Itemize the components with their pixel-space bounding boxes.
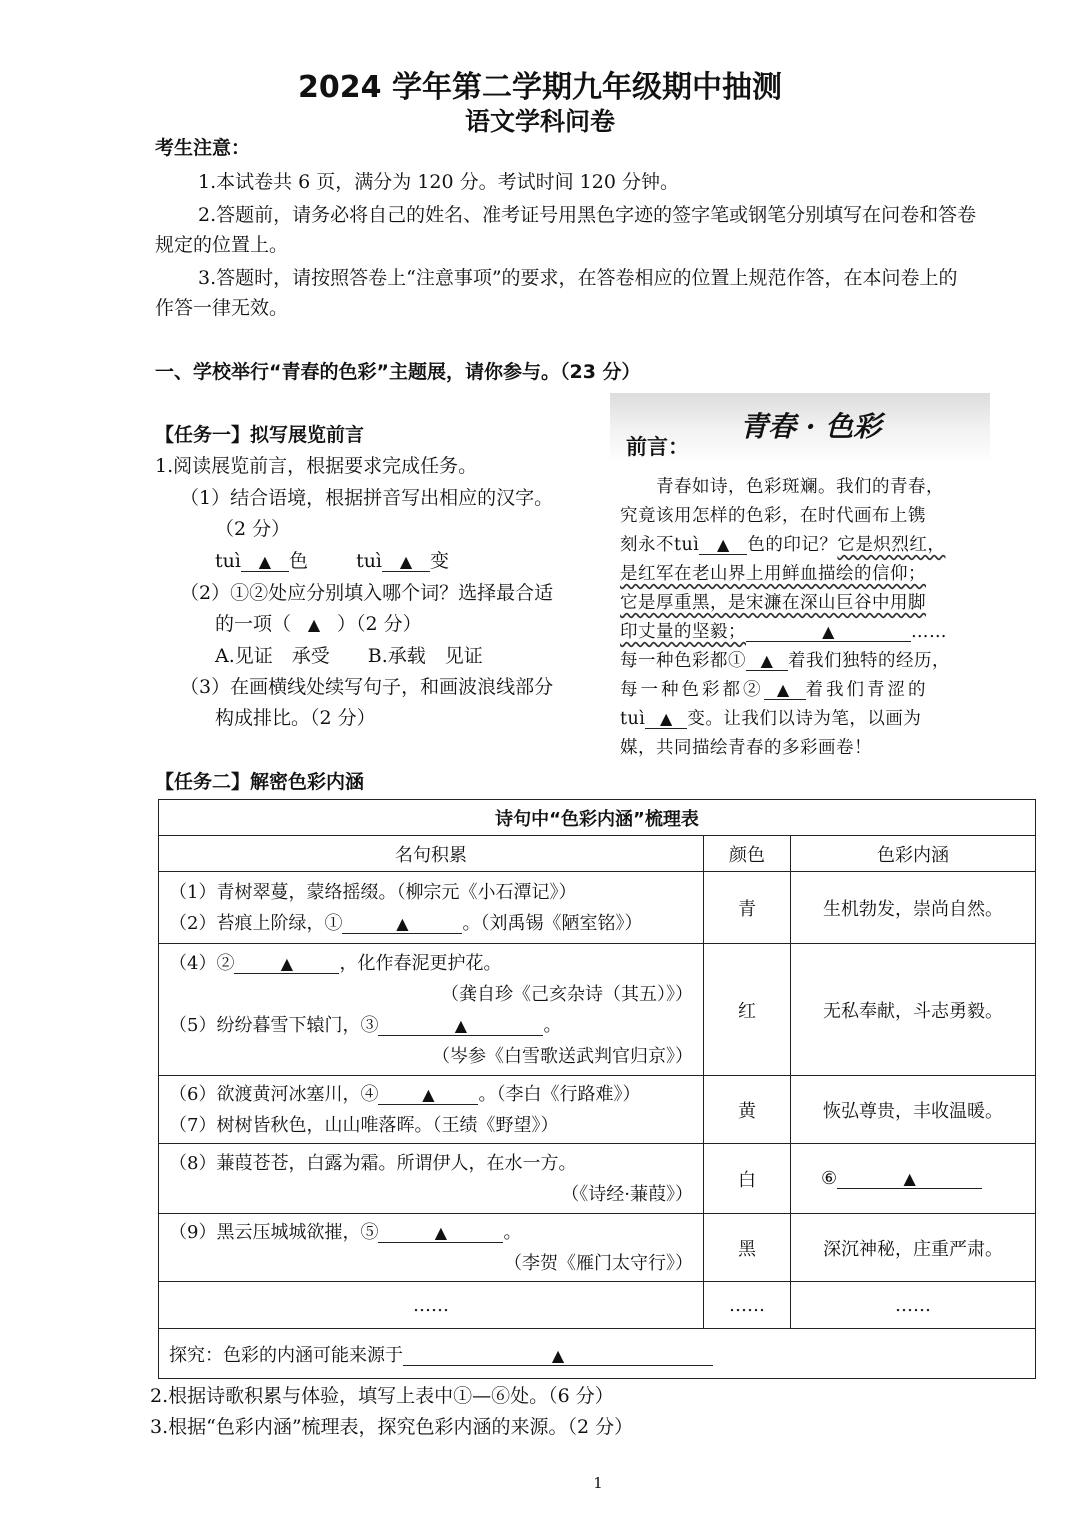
table-row — [159, 1214, 1036, 1282]
color-cell: 黑 — [704, 1214, 791, 1282]
notice-item-1: 1.本试卷共 6 页，满分为 120 分。考试时间 120 分钟。 — [198, 171, 679, 193]
preface-label: 前言： — [626, 434, 689, 459]
meaning-cell: 无私奉献，斗志勇毅。 — [791, 944, 1036, 1076]
notice-item-3-cont: 作答一律无效。 — [155, 297, 289, 319]
answer-blank[interactable] — [645, 710, 687, 729]
page-number: 1 — [593, 1474, 603, 1492]
exam-title: 2024 学年第二学期九年级期中抽测 — [298, 70, 782, 105]
quote-cell: （8）蒹葭苍苍，白露为霜。所谓伊人，在水一方。 （《诗经·蒹葭》） — [159, 1144, 704, 1214]
question-1-1: （1）结合语境，根据拼音写出相应的汉字。 — [180, 487, 554, 509]
meaning-cell: 恢弘尊贵，丰收温暖。 — [791, 1076, 1036, 1144]
pinyin-2: tuì — [356, 550, 383, 572]
triangle-marker: ▲ — [760, 651, 774, 670]
answer-line[interactable] — [746, 623, 911, 642]
answer-blank[interactable] — [764, 681, 806, 700]
question-1-3: （3）在画横线处续写句子，和画波浪线部分 — [180, 676, 554, 698]
triangle-marker: ▲ — [396, 913, 409, 933]
meaning-cell: ⑥ ▲ — [791, 1144, 1036, 1214]
answer-line[interactable] — [403, 1347, 713, 1366]
preface-line: 每一种色彩都① ▲ 着我们独特的经历， — [620, 651, 950, 671]
triangle-marker: ▲ — [280, 953, 294, 973]
answer-blank[interactable] — [378, 1224, 503, 1243]
preface-text — [620, 473, 990, 763]
exam-subtitle: 语文学科问卷 — [464, 107, 615, 136]
table-row — [159, 1144, 1036, 1214]
notice-item-2-cont: 规定的位置上。 — [155, 234, 289, 256]
quote-cell: …… — [159, 1282, 704, 1329]
answer-blank[interactable] — [378, 1086, 478, 1105]
color-cell: …… — [704, 1282, 791, 1329]
triangle-marker: ▲ — [434, 1222, 448, 1242]
answer-blank[interactable] — [342, 915, 462, 934]
col-header-color: 颜色 — [704, 836, 791, 872]
quote-cell: （1）青树翠蔓，蒙络摇缀。（柳宗元《小石潭记》） （2）苔痕上阶绿，① ▲ 。（刘禹锡《陋室铭》） — [159, 872, 704, 944]
question-1-3-cont: 构成排比。（2 分） — [215, 707, 376, 729]
preface-line: 印丈量的坚毅； ▲ …… — [620, 622, 947, 642]
question-1: 1.阅读展览前言，根据要求完成任务。 — [155, 455, 478, 477]
pinyin-1: tuì — [215, 550, 241, 572]
question-1-2: （2）①②处应分别填入哪个词？选择最合适 — [180, 582, 554, 604]
question-1-1-score: （2 分） — [215, 518, 291, 540]
quote-cell: （9）黑云压城城欲摧，⑤ ▲ 。 （李贺《雁门太守行》） — [159, 1214, 704, 1282]
color-cell: 红 — [704, 944, 791, 1076]
preface-line: 每一种色彩都② ▲ 着我们青涩的 — [620, 680, 929, 700]
table-row — [159, 872, 1036, 944]
question-2: 2.根据诗歌积累与体验，填写上表中①—⑥处。（6 分） — [150, 1385, 614, 1407]
preface-line: 究竟该用怎样的色彩，在时代画布上镌 — [620, 506, 926, 526]
quote-cell: （6）欲渡黄河冰塞川，④ ▲ 。（李白《行路难》） （7）树树皆秋色，山山唯落晖。（王绩《野望》） — [159, 1076, 704, 1144]
triangle-marker: ▲ — [776, 680, 793, 699]
pinyin-blanks: tuì ▲ 色 tuì ▲ 变 — [215, 550, 450, 572]
color-cell: 黄 — [704, 1076, 791, 1144]
triangle-marker: ▲ — [307, 615, 321, 634]
notice-item-2: 2.答题前，请务必将自己的姓名、准考证号用黑色字迹的签字笔或钢笔分别填写在问卷和答卷 — [198, 204, 977, 226]
triangle-marker: ▲ — [551, 1345, 565, 1365]
preface-line: 媒，共同描绘青春的多彩画卷！ — [620, 738, 872, 758]
answer-blank[interactable] — [382, 552, 430, 572]
section-heading: 一、学校举行“青春的色彩”主题展，请你参与。（23 分） — [155, 361, 641, 383]
choice-options: A.见证 承受 B.承载 见证 — [215, 645, 483, 667]
answer-blank[interactable] — [234, 955, 339, 974]
color-meaning-table — [158, 799, 1036, 1379]
table-row — [159, 1076, 1036, 1144]
answer-blank[interactable] — [746, 652, 788, 671]
table-row — [159, 1329, 1036, 1379]
col-header-quotes: 名句积累 — [159, 836, 704, 872]
triangle-marker: ▲ — [822, 622, 835, 641]
meaning-cell: 生机勃发，崇尚自然。 — [791, 872, 1036, 944]
triangle-marker: ▲ — [660, 709, 673, 728]
answer-blank[interactable] — [241, 552, 289, 572]
question-1-2-cont: 的一项（ ▲ ）（2 分） — [215, 613, 422, 635]
preface-line: 青春如诗，色彩斑斓。我们的青春， — [656, 477, 944, 497]
task1-heading: 【任务一】拟写展览前言 — [155, 424, 365, 446]
triangle-marker: ▲ — [903, 1169, 916, 1188]
preface-banner-title: 青春 · 色彩 — [740, 410, 882, 443]
preface-line: tuì ▲ 变。让我们以诗为笔，以画为 — [620, 709, 922, 729]
color-cell: 青 — [704, 872, 791, 944]
preface-line: 它是厚重黑，是宋濂在深山巨谷中用脚 — [620, 593, 926, 613]
explore-cell: 探究：色彩的内涵可能来源于 ▲ — [159, 1329, 1036, 1379]
answer-blank[interactable] — [378, 1017, 543, 1036]
triangle-marker: ▲ — [422, 1084, 435, 1104]
table-title: 诗句中“色彩内涵”梳理表 — [159, 800, 1036, 836]
color-cell: 白 — [704, 1144, 791, 1214]
meaning-cell: 深沉神秘，庄重严肃。 — [791, 1214, 1036, 1282]
answer-blank[interactable] — [699, 536, 747, 555]
task2-heading: 【任务二】解密色彩内涵 — [155, 771, 365, 793]
meaning-cell: …… — [791, 1282, 1036, 1329]
notice-item-3: 3.答题时，请按照答卷上“注意事项”的要求，在答卷相应的位置上规范作答，在本问卷上的 — [198, 267, 958, 289]
triangle-marker: ▲ — [454, 1015, 468, 1035]
triangle-marker: ▲ — [258, 552, 272, 571]
col-header-meaning: 色彩内涵 — [791, 836, 1036, 872]
preface-panel — [610, 393, 990, 763]
triangle-marker: ▲ — [399, 552, 413, 571]
preface-line: 刻永不tuì ▲ 色的印记？它是炽烈红， — [620, 535, 946, 555]
preface-line: 是红军在老山界上用鲜血描绘的信仰； — [620, 564, 926, 584]
question-3: 3.根据“色彩内涵”梳理表，探究色彩内涵的来源。（2 分） — [150, 1416, 634, 1438]
table-row — [159, 944, 1036, 1076]
notice-heading: 考生注意： — [155, 137, 251, 159]
answer-blank[interactable] — [837, 1170, 982, 1189]
table-row — [159, 1282, 1036, 1329]
quote-cell: （4）② ▲ ，化作春泥更护花。 （龚自珍《己亥杂诗（其五）》） （5）纷纷暮雪下辕门，③ ▲ 。 （岑参《白雪歌送武判官归京》） — [159, 944, 704, 1076]
triangle-marker: ▲ — [717, 535, 730, 554]
